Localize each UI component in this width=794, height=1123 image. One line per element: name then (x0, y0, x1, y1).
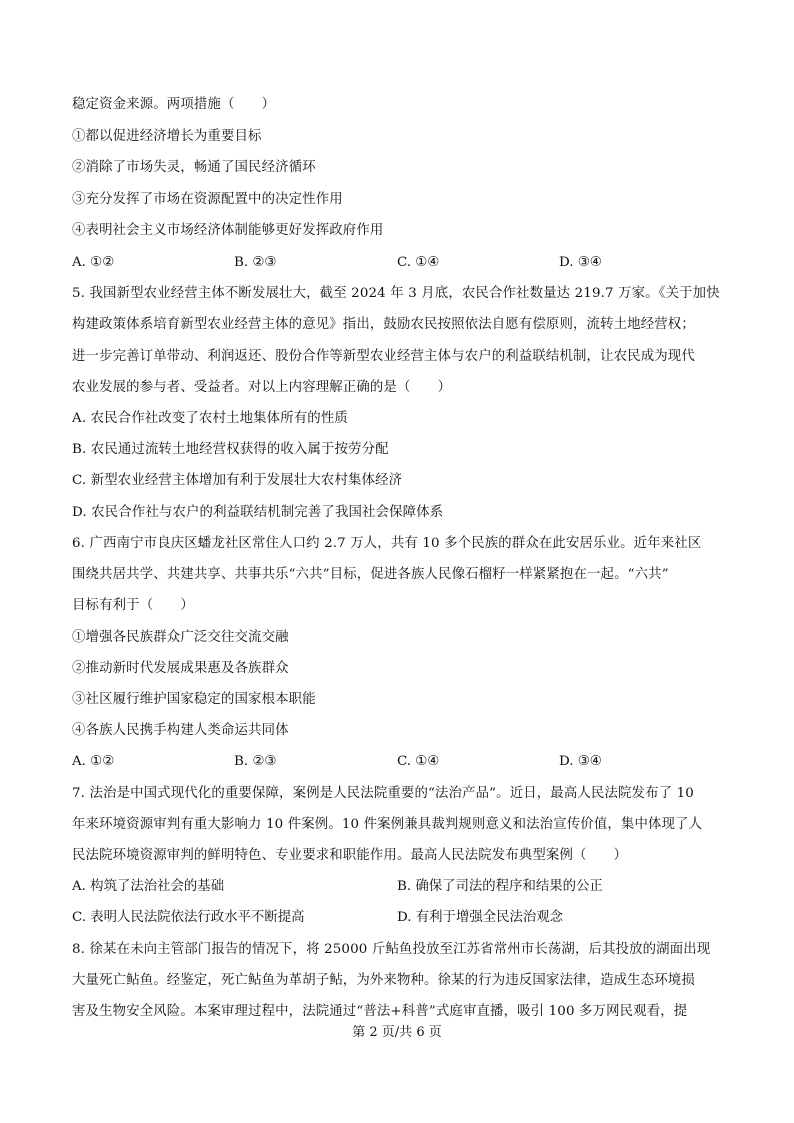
q8-stem-line-3: 害及生物安全风险。本案审理过程中，法院通过“普法+科普”式庭审直播，吸引 100 多万网民观看，提 (72, 1004, 688, 1019)
q5-stem-line-1: 5. 我国新型农业经营主体不断发展壮大，截至 2024 年 3 月底，农民合作社数量达 219.7 万家。《关于加快 (72, 286, 720, 301)
q7-stem-line-1: 7. 法治是中国式现代化的重要保障，案例是人民法院重要的“法治产品”。近日，最高人民法院发布了 10 (72, 786, 694, 801)
q5-option-c: C. 新型农业经营主体增加有利于发展壮大农村集体经济 (72, 473, 403, 488)
q5-option-b: B. 农民通过流转土地经营权获得的收入属于按劳分配 (72, 442, 389, 457)
page-number-footer: 第 2 页/共 6 页 (352, 1025, 442, 1040)
q7-option-b: B. 确保了司法的程序和结果的公正 (397, 879, 603, 894)
q4-statement-4: ④表明社会主义市场经济体制能够更好发挥政府作用 (72, 223, 384, 238)
q6-option-b: B. ②③ (234, 754, 277, 769)
q6-statement-1: ①增强各民族群众广泛交往交流交融 (72, 630, 289, 645)
q6-option-d: D. ③④ (559, 754, 602, 769)
q7-stem-line-2: 年来环境资源审判有重大影响力 10 件案例。10 件案例兼具裁判规则意义和法治宣传价值，集中体现了人 (72, 817, 703, 832)
q7-stem-line-3: 民法院环境资源审判的鲜明特色、专业要求和职能作用。最高人民法院发布典型案例（ ） (72, 848, 628, 863)
q5-stem-line-2: 构建政策体系培育新型农业经营主体的意见》指出，鼓励农民按照依法自愿有偿原则，流转土地经营权； (72, 317, 695, 332)
q6-statement-4: ④各族人民携手构建人类命运共同体 (72, 723, 289, 738)
q4-option-d: D. ③④ (559, 255, 602, 270)
q8-stem-line-1: 8. 徐某在未向主管部门报告的情况下，将 25000 斤鲇鱼投放至江苏省常州市长荡湖，后其投放的湖面出现 (72, 942, 711, 957)
q4-statement-2: ②消除了市场失灵，畅通了国民经济循环 (72, 160, 316, 175)
q5-option-d: D. 农民合作社与农户的利益联结机制完善了我国社会保障体系 (72, 505, 444, 520)
q4-option-b: B. ②③ (234, 255, 277, 270)
q6-stem-line-2: 围绕共居共学、共建共享、共事共乐“六共”目标，促进各族人民像石榴籽一样紧紧抱在一起。“六共” (72, 567, 669, 582)
q4-stem-tail: 稳定资金来源。两项措施（ ） (72, 97, 276, 112)
q7-option-c: C. 表明人民法院依法行政水平不断提高 (72, 910, 305, 925)
q6-option-c: C. ①④ (397, 754, 440, 769)
q4-statement-3: ③充分发挥了市场在资源配置中的决定性作用 (72, 192, 343, 207)
q7-option-d: D. 有利于增强全民法治观念 (397, 910, 564, 925)
q5-stem-line-4: 农业发展的参与者、受益者。对以上内容理解正确的是（ ） (72, 380, 452, 395)
q7-option-a: A. 构筑了法治社会的基础 (72, 879, 225, 894)
q6-option-a: A. ①② (72, 754, 115, 769)
q4-statement-1: ①都以促进经济增长为重要目标 (72, 129, 262, 144)
q6-stem-line-1: 6. 广西南宁市良庆区蟠龙社区常住人口约 2.7 万人，共有 10 多个民族的群众在此安居乐业。近年来社区 (72, 536, 702, 551)
q5-option-a: A. 农民合作社改变了农村土地集体所有的性质 (72, 411, 348, 426)
q6-statement-3: ③社区履行维护国家稳定的国家根本职能 (72, 692, 316, 707)
q4-option-c: C. ①④ (397, 255, 440, 270)
q5-stem-line-3: 进一步完善订单带动、利润返还、股份合作等新型农业经营主体与农户的利益联结机制，让农民成为现代 (72, 349, 695, 364)
q8-stem-line-2: 大量死亡鲇鱼。经鉴定，死亡鲇鱼为革胡子鲇，为外来物种。徐某的行为违反国家法律，造成生态环境损 (72, 973, 695, 988)
q4-option-a: A. ①② (72, 255, 115, 270)
q6-statement-2: ②推动新时代发展成果惠及各族群众 (72, 661, 289, 676)
q6-stem-line-3: 目标有利于（ ） (72, 598, 194, 613)
